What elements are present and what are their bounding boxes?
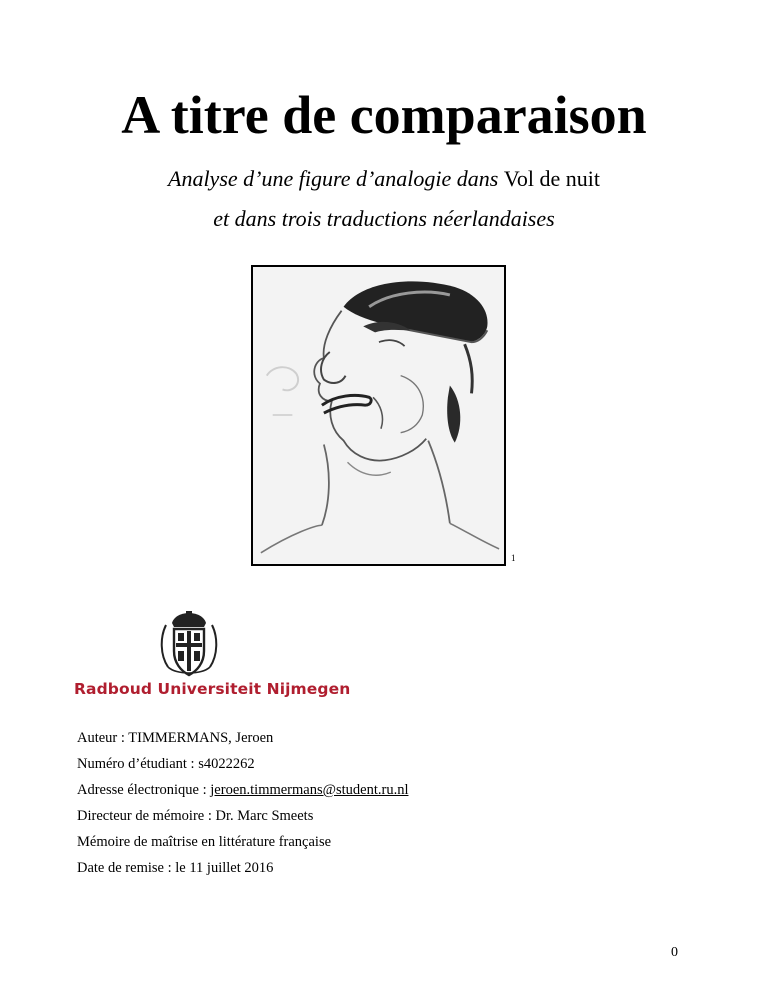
sketch-portrait-icon — [251, 265, 506, 566]
email-link[interactable]: jeroen.timmermans@student.ru.nl — [210, 782, 409, 798]
student-number-label: Numéro d’étudiant : — [77, 756, 199, 772]
university-name: Radboud Universiteit Nijmegen — [74, 680, 351, 698]
thesis-type-value: Mémoire de maîtrise en littérature française — [77, 834, 332, 850]
submission-date-value: le 11 juillet 2016 — [175, 860, 274, 876]
submission-date-label: Date de remise : — [77, 860, 176, 876]
page-number: 0 — [671, 945, 678, 960]
student-number-line — [77, 757, 255, 772]
supervisor-value: Dr. Marc Smeets — [215, 808, 314, 824]
university-seal-icon — [152, 611, 226, 677]
author-value: TIMMERMANS, Jeroen — [128, 730, 274, 746]
supervisor-label: Directeur de mémoire : — [77, 808, 216, 824]
subtitle-line-1 — [0, 168, 768, 190]
book-title: Vol de nuit — [503, 166, 600, 191]
author-label: Auteur : — [77, 730, 129, 746]
thesis-type-line — [77, 835, 331, 850]
email-line — [77, 783, 408, 798]
subtitle-line-2-text: et dans trois traductions néerlandaises — [213, 206, 555, 231]
subtitle-prefix: Analyse d’une figure d’analogie dans — [168, 166, 504, 191]
author-line — [77, 731, 273, 746]
supervisor-line — [77, 809, 313, 824]
footnote-marker: 1 — [511, 553, 516, 563]
student-number-value: s4022262 — [198, 756, 255, 772]
email-label: Adresse électronique : — [77, 782, 211, 798]
document-title: A titre de comparaison — [121, 85, 647, 145]
subtitle-line-2 — [0, 208, 768, 230]
submission-date-line — [77, 861, 273, 876]
